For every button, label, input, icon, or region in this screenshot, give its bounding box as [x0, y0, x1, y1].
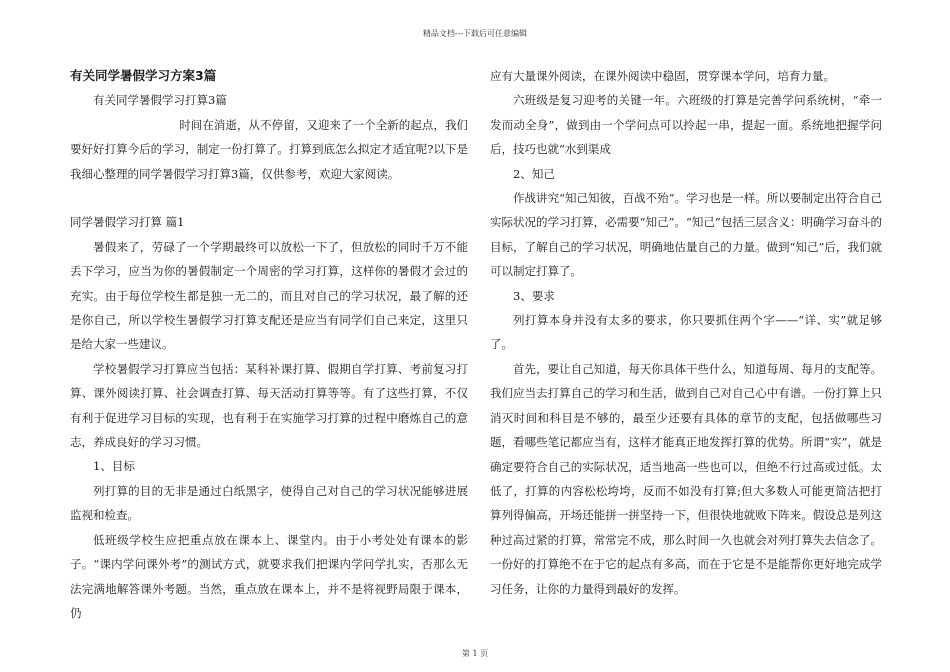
right-column — [490, 64, 882, 601]
document-subtitle: 有关同学暑假学习打算3篇 — [93, 93, 227, 108]
paragraph-1: 暑假来了，劳碌了一个学期最终可以放松一下了，但放松的同时千万不能丢下学习，应当为你的暑假制定一个周密的学习打算，这样你的暑假才会过的充实。由于每位学校生都是独一无二的，而且对自己的学习状况，最了解的还是你自己，所以学校生暑假学习打算支配还是应当有同学们自己来定，这里只是给大家一些建议。 — [70, 239, 468, 352]
section-title: 同学暑假学习打算 篇1 — [70, 215, 185, 230]
paragraph-6: 作战讲究“知己知彼，百战不殆”。学习也是一样。所以要制定出符合自己实际状况的学习打算，必需要“知己”。“知己”包括三层含义：明确学习奋斗的目标，了解自己的学习状况，明确地估量自己的力量。做到“知己”后，我们就可以制定打算了。 — [490, 191, 882, 279]
paragraph-5: 六班级是复习迎考的关键一年。六班级的打算是完善学问系统树，“牵一发而动全身”，做到由一个学问点可以拎起一串，提起一面。系统地把握学问后，技巧也就“水到渠成 — [490, 93, 882, 157]
heading-requirements: 3、要求 — [513, 288, 555, 303]
paragraph-continued: 应有大量课外阅读，在课外阅读中稳固，贯穿课本学问，培育力量。 — [490, 69, 835, 83]
left-column — [70, 64, 468, 625]
paragraph-8: 首先，要让自己知道，每天你具体干些什么，知道每周、每月的支配等。我们应当去打算自己的学习和生活，做到自己对自己心中有谱。一份打算上只消灭时间和科目是不够的，最至少还要有具体的章节的支配，包括做哪些习题，看哪些笔记都应当有，这样才能真正地发挥打算的优势。所谓“实”，就是确定要符合自己的实际状况，适当地高一些也可以，但绝不行过高或过低。太低了，打算的内容松松垮垮，反而不如没有打算;但大多数人可能更简洁把打算列得偏高，开场还能拼一拼坚持一下，但很快地就败下阵来。假设总是列这种过高过紧的打算，常常完不成，那么时间一久也就会对列打算失去信念了。一份好的打算绝不在于它的起点有多高，而在于它是不是能帮你更好地完成学习任务，让你的力量得到最好的发挥。 — [490, 361, 882, 596]
paragraph-3: 列打算的目的无非是通过白纸黑字，使得自己对自己的学习状况能够进展监视和检查。 — [70, 483, 468, 523]
intro-paragraph: 时间在消逝，从不停留，又迎来了一个全新的起点，我们要好好打算今后的学习，制定一份打算了。打算到底怎么拟定才适宜呢?以下是我细心整理的同学暑假学习打算3篇，仅供参考，欢迎大家阅读。 — [70, 117, 468, 181]
page-header: 精品文档---下载后可任意编辑 — [422, 29, 528, 38]
heading-goal: 1、目标 — [93, 459, 135, 474]
page-footer: 第 1 页 — [461, 649, 489, 658]
spacer — [70, 186, 468, 210]
paragraph-7: 列打算本身并没有太多的要求，你只要抓住两个字——“详、实”就足够了。 — [490, 313, 882, 352]
paragraph-2: 学校暑假学习打算应当包括：某科补课打算、假期自学打算、考前复习打算、课外阅读打算、社会调查打算、每天活动打算等等。有了这些打算，不仅有利于促进学习目标的实现，也有利于在实施学习打算的过程中磨炼自己的意志，养成良好的学习习惯。 — [70, 361, 468, 450]
document-title: 有关同学暑假学习方案3篇 — [70, 68, 217, 83]
paragraph-4: 低班级学校生应把重点放在课本上、课堂内。由于小考处处有课本的影子。“课内学问课外考”的测试方式，就要求我们把课内学问学扎实，否那么无法完满地解答课外考题。当然，重点放在课本上，并不是将视野局限于课本，仍 — [70, 532, 468, 620]
heading-know-yourself: 2、知己 — [513, 166, 555, 181]
